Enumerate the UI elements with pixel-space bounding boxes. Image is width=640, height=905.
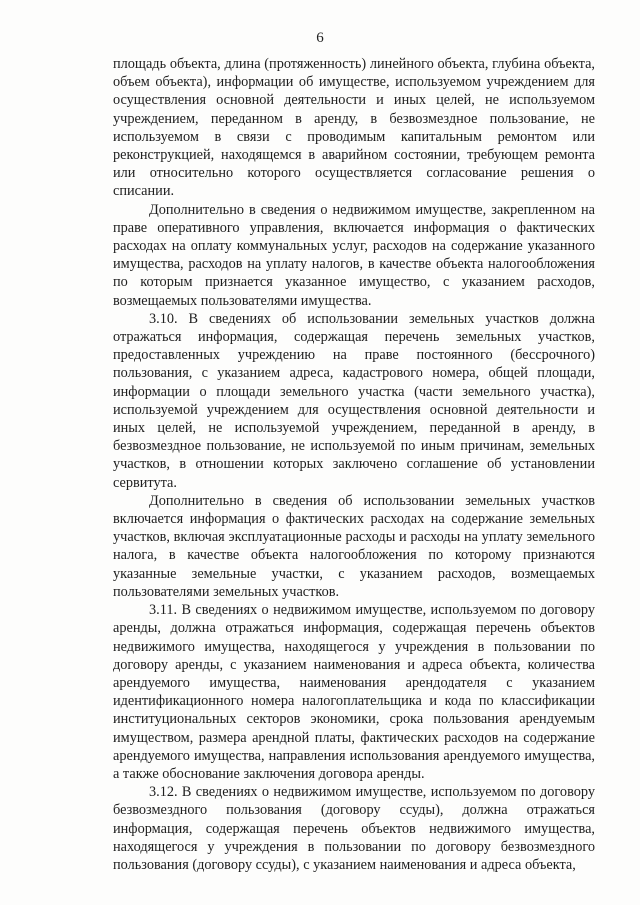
paragraph-additional-land-info: Дополнительно в сведения об использовании земельных участков включается информация о фактических расходах на содержание земельных участков, включая эксплуатационные расходы и расходы на уплату земельного налога, в качестве объекта налогообложения по которому признаются указанные земельные участки, с указанием расходов, возмещаемых пользователями земельных участков. [113, 492, 595, 600]
paragraph-additional-property-info: Дополнительно в сведения о недвижимом имуществе, закрепленном на праве оперативного управления, включается информация о фактических расходах на оплату коммунальных услуг, расходов на содержание указанного имущества, расходов на уплату налогов, в качестве объекта налогообложения по которым признается указанное имущество, с указанием расходов, возмещаемых пользователями имущества. [113, 201, 595, 309]
page-number: 6 [316, 30, 324, 46]
document-body [113, 55, 595, 874]
paragraph-3-12: 3.12. В сведениях о недвижимом имуществе, используемом по договору безвозмездного пользования (договору ссуды), должна отражаться информация, содержащая перечень объектов недвижимого имущества, находящегося у учреждения в пользовании по договору безвозмездного пользования (договору ссуды), с указанием наименования и адреса объекта, [113, 784, 595, 873]
paragraph-continuation: площадь объекта, длина (протяженность) линейного объекта, глубина объекта, объем объекта), информации об имуществе, используемом учреждением для осуществления основной деятельности и иных целей, не используемом учреждением, переданном в аренду, в безвозмездное пользование, не используемом в связи с проводимым капитальным ремонтом или реконструкцией, находящемся в аварийном состоянии, требующем ремонта или относительно которого осуществляется согласование решения о списании. [113, 56, 595, 200]
paragraph-3-11: 3.11. В сведениях о недвижимом имуществе, используемом по договору аренды, должна отражаться информация, содержащая перечень объектов недвижимого имущества, находящегося у учреждения в пользовании по договору аренды, с указанием наименования и адреса объекта, количества арендуемого имущества, наименования арендодателя с указанием идентификационного номера налогоплательщика и кода по классификации институциональных секторов экономики, срока пользования арендуемым имуществом, размера арендной платы, фактических расходов на содержание арендуемого имущества, направления использования арендуемого имущества, а также обоснование заключения договора аренды. [113, 602, 595, 782]
paragraph-3-10: 3.10. В сведениях об использовании земельных участков должна отражаться информация, содержащая перечень земельных участков, предоставленных учреждению на праве постоянного (бессрочного) пользования, с указанием адреса, кадастрового номера, общей площади, информации о площади земельного участка (части земельного участка), используемой учреждением для осуществления основной деятельности и иных целей, не используемой учреждением, переданной в аренду, в безвозмездное пользование, не используемой по иным причинам, земельных участков, в отношении которых заключено соглашение об установлении сервитута. [113, 310, 595, 491]
